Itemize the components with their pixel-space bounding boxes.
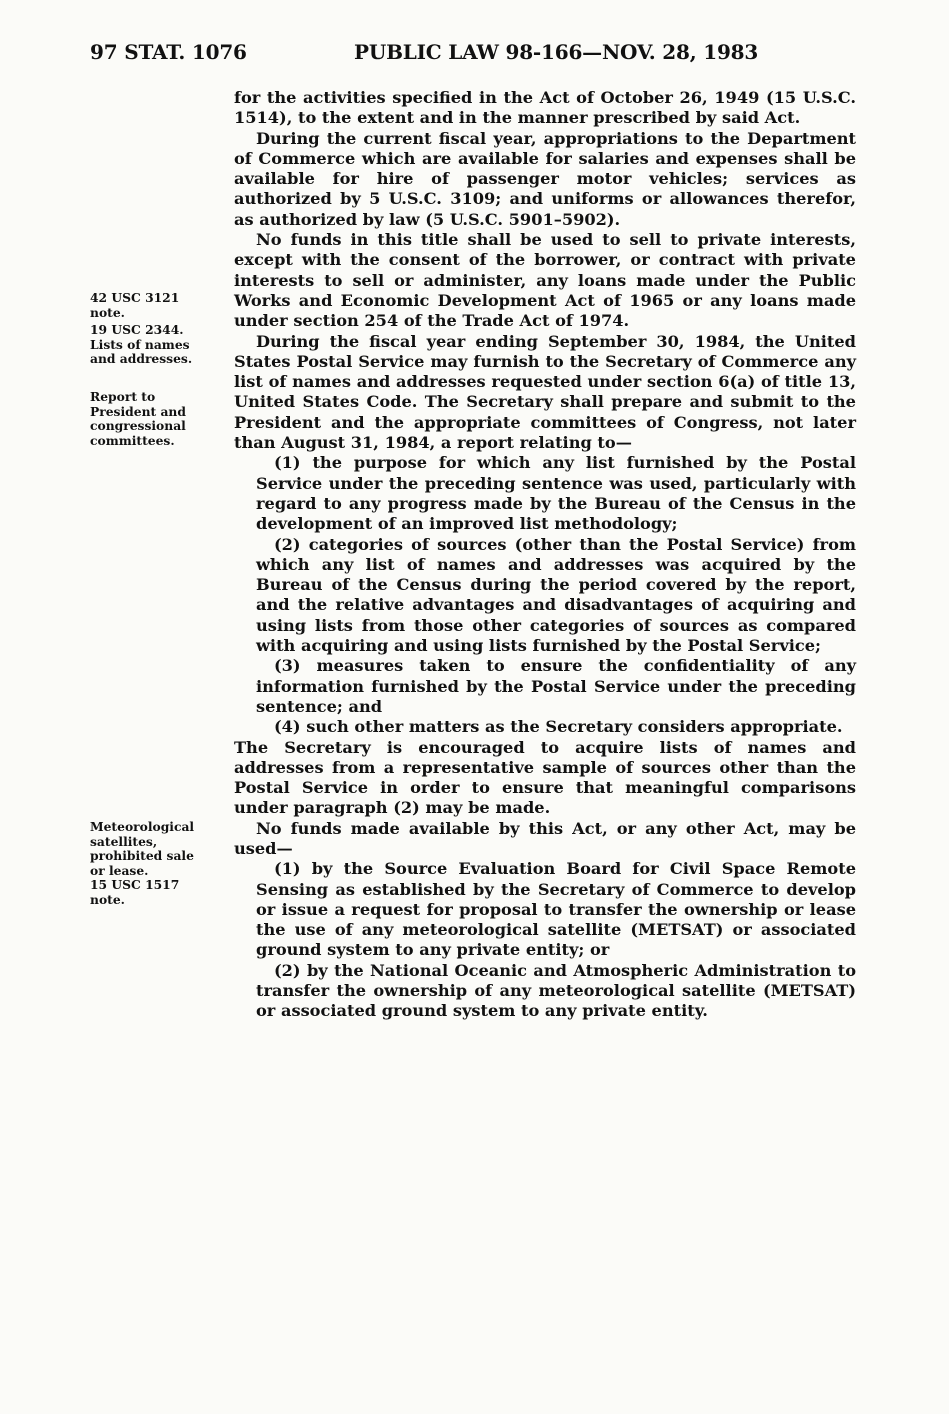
margin-note-19-usc: [90, 323, 220, 367]
list-item: (3) measures taken to ensure the confidentiality of any information furnished by the Postal Service under the preceding sentence; and: [256, 656, 856, 716]
list-item: (2) by the National Oceanic and Atmospheric Administration to transfer the ownership of any meteorological satellite (METSAT) or associated ground system to any private entity.: [256, 960, 856, 1021]
margin-note-line: and addresses.: [90, 351, 193, 367]
margin-note-line: congressional: [90, 418, 186, 434]
margin-note-meteorological: [90, 820, 220, 908]
list-item: (4) such other matters as the Secretary considers appropriate.: [274, 717, 843, 737]
margin-note-line: satellites,: [90, 833, 158, 849]
margin-note-line: 15 USC 1517: [90, 877, 180, 893]
margin-note-line: or lease.: [90, 862, 149, 878]
paragraph: The Secretary is encouraged to acquire lists of names and addresses from a representative sample of sources other than the Postal Service in order to ensure that meaningful comparisons under paragraph (2) may be made.: [234, 737, 856, 818]
list-item: (1) by the Source Evaluation Board for Civil Space Remote Sensing as established by the Secretary of Commerce to develop or issue a request for proposal to transfer the ownership or lease the use of any meteorological satellite (METSAT) or associated ground system to any private entity; or: [256, 859, 856, 960]
margin-note-line: prohibited sale: [90, 848, 194, 864]
public-law-title: PUBLIC LAW 98-166—NOV. 28, 1983: [354, 40, 759, 64]
paragraph: No funds made available by this Act, or any other Act, may be used—: [234, 818, 856, 858]
margin-note-line: Report to: [90, 389, 156, 404]
page-header: [90, 40, 860, 70]
margin-note-report: [90, 390, 220, 448]
list-item: (1) the purpose for which any list furnished by the Postal Service under the preceding sentence was used, particularly with regard to any progress made by the Bureau of the Census in the development of an improved list methodology;: [256, 453, 856, 534]
margin-note-line: committees.: [90, 432, 175, 448]
paragraph: No funds in this title shall be used to sell to private interests, except with the consent of the borrower, or contract with private interests to sell or administer, any loans made under the Public Works and Economic Development Act of 1965 or any loans made under section 254 of the Trade Act of 1974.: [234, 230, 856, 331]
margin-note-42-usc: [90, 291, 220, 320]
margin-note-line: Meteorological: [90, 819, 195, 834]
paragraph: for the activities specified in the Act of October 26, 1949 (15 U.S.C. 1514), to the extent and in the manner prescribed by said Act.: [234, 88, 856, 128]
margin-note-line: President and: [90, 403, 186, 419]
statute-page-number: 97 STAT. 1076: [90, 40, 247, 64]
margin-note-line: note.: [90, 304, 125, 320]
statute-body: [234, 88, 856, 1022]
margin-note-line: 42 USC 3121: [90, 290, 180, 305]
margin-note-line: 19 USC 2344.: [90, 322, 184, 337]
paragraph: During the fiscal year ending September 30, 1984, the United States Postal Service may furnish to the Secretary of Commerce any list of names and addresses requested under section 6(a) of title 13, United States Code. The Secretary shall prepare and submit to the President and the appropriate committees of Congress, not later than August 31, 1984, a report relating to—: [234, 331, 856, 453]
margin-note-line: Lists of names: [90, 336, 190, 352]
margin-note-line: note.: [90, 891, 125, 907]
paragraph: During the current fiscal year, appropriations to the Department of Commerce which are available for salaries and expenses shall be available for hire of passenger motor vehicles; services as authorized by 5 U.S.C. 3109; and uniforms or allowances therefor, as authorized by law (5 U.S.C. 5901–5902).: [234, 128, 856, 229]
list-item: (2) categories of sources (other than the Postal Service) from which any list of names and addresses was acquired by the Bureau of the Census during the period covered by the report, and the relative advantages and disadvantages of acquiring and using lists from those other categories of sources as compared with acquiring and using lists furnished by the Postal Service;: [256, 534, 856, 656]
